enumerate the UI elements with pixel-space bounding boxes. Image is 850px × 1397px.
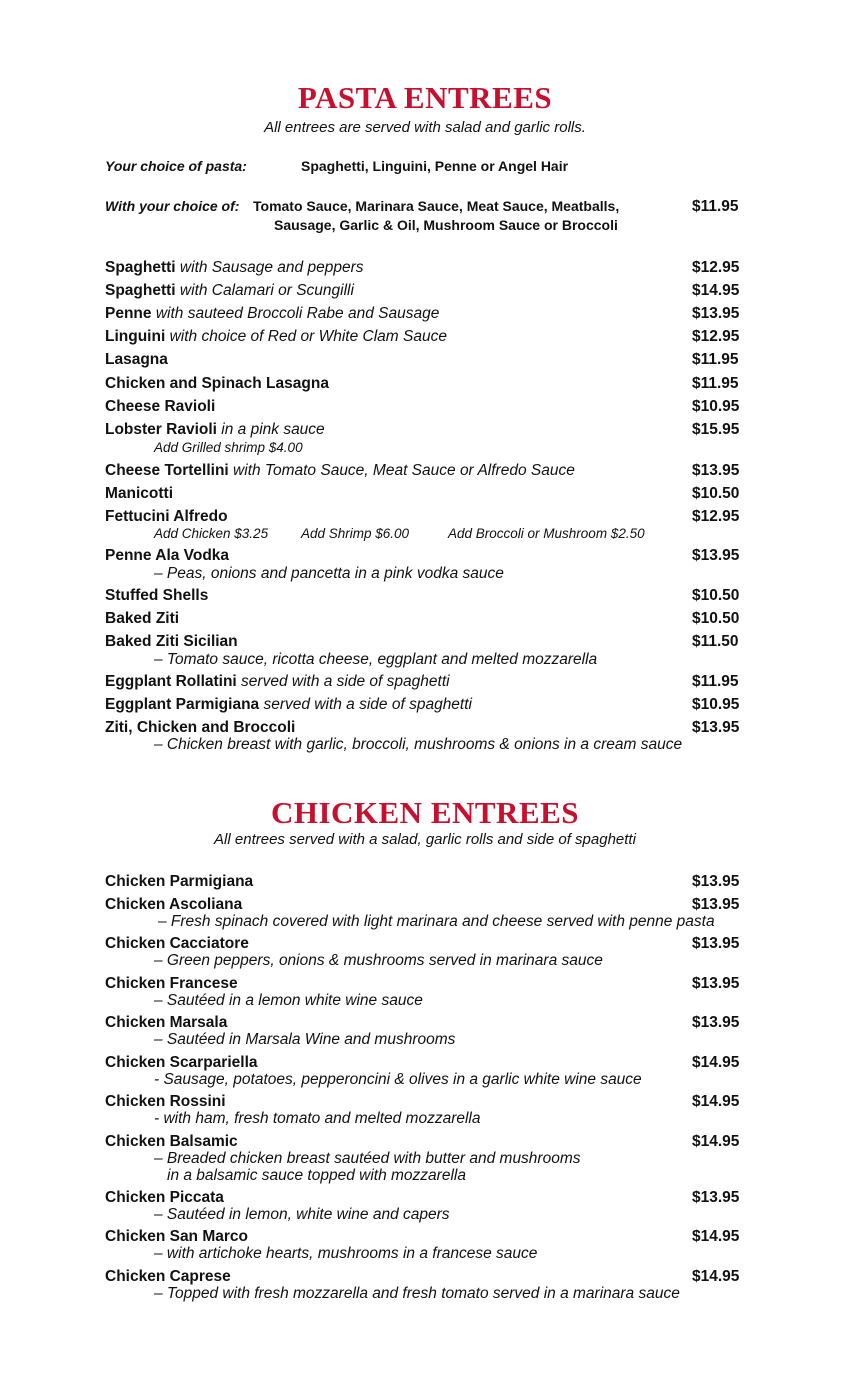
item-name: Chicken Marsala bbox=[105, 1014, 228, 1031]
menu-item bbox=[105, 375, 329, 393]
menu-item bbox=[105, 1093, 226, 1111]
menu-item bbox=[105, 305, 439, 323]
menu-item bbox=[105, 328, 447, 346]
item-price: $13.95 bbox=[692, 873, 740, 890]
item-name: Lobster Ravioli bbox=[105, 421, 217, 438]
menu-item bbox=[105, 1014, 227, 1032]
item-subtext: – Topped with fresh mozzarella and fresh tomato served in a marinara sauce bbox=[154, 1285, 680, 1302]
item-desc: served with a side of spaghetti bbox=[236, 673, 450, 690]
item-name: Spaghetti bbox=[105, 259, 176, 276]
sauce-choice-price: $11.95 bbox=[692, 198, 739, 215]
item-name: Chicken Parmigiana bbox=[105, 873, 254, 890]
menu-item bbox=[105, 1268, 231, 1286]
menu-item bbox=[105, 421, 325, 439]
item-name: Chicken Caprese bbox=[105, 1268, 231, 1285]
item-subtext: – Chicken breast with garlic, broccoli, mushrooms & onions in a cream sauce bbox=[154, 736, 683, 753]
item-name: Chicken Balsamic bbox=[105, 1133, 238, 1150]
menu-item bbox=[105, 1189, 224, 1207]
menu-item bbox=[105, 610, 179, 628]
chicken-subtitle: All entrees served with a salad, garlic rolls and side of spaghetti bbox=[214, 831, 636, 848]
item-price: $14.95 bbox=[692, 1133, 740, 1150]
item-price: $14.95 bbox=[692, 1228, 740, 1245]
menu-item bbox=[105, 508, 228, 526]
menu-item bbox=[105, 351, 168, 369]
pasta-choice-value: Spaghetti, Linguini, Penne or Angel Hair bbox=[301, 158, 569, 174]
menu-item bbox=[105, 633, 238, 651]
item-name: Chicken Cacciatore bbox=[105, 935, 249, 952]
sauce-choice-label: With your choice of: bbox=[105, 198, 240, 214]
item-name: Manicotti bbox=[105, 485, 174, 502]
menu-item bbox=[105, 696, 472, 714]
item-name: Chicken Scarpariella bbox=[105, 1054, 258, 1071]
menu-item bbox=[105, 587, 208, 605]
menu-item bbox=[105, 935, 249, 953]
item-subtext: – Tomato sauce, ricotta cheese, eggplant and melted mozzarella bbox=[154, 651, 598, 668]
menu-item bbox=[105, 1133, 238, 1151]
item-price: $12.95 bbox=[692, 259, 740, 276]
item-name: Baked Ziti Sicilian bbox=[105, 633, 238, 650]
item-price: $13.95 bbox=[692, 1014, 740, 1031]
item-addon-note: Add Grilled shrimp $4.00 bbox=[154, 440, 303, 455]
item-name: Chicken and Spinach Lasagna bbox=[105, 375, 329, 392]
item-desc: with Sausage and peppers bbox=[175, 259, 364, 276]
item-subtext: in a balsamic sauce topped with mozzarella bbox=[167, 1167, 466, 1184]
menu-item bbox=[105, 719, 295, 737]
item-desc: with Tomato Sauce, Meat Sauce or Alfredo Sauce bbox=[228, 462, 575, 479]
item-price: $10.50 bbox=[692, 610, 740, 627]
item-name: Stuffed Shells bbox=[105, 587, 209, 604]
item-name: Chicken Rossini bbox=[105, 1093, 226, 1110]
item-price: $12.95 bbox=[692, 508, 740, 525]
item-price: $10.50 bbox=[692, 587, 740, 604]
item-name: Eggplant Rollatini bbox=[105, 673, 237, 690]
item-price: $14.95 bbox=[692, 1093, 740, 1110]
item-name: Linguini bbox=[105, 328, 166, 345]
sauce-choice-line2: Sausage, Garlic & Oil, Mushroom Sauce or Broccoli bbox=[274, 217, 618, 233]
item-price: $13.95 bbox=[692, 719, 740, 736]
menu-item bbox=[105, 259, 363, 277]
item-desc: served with a side of spaghetti bbox=[259, 696, 472, 713]
item-price: $15.95 bbox=[692, 421, 740, 438]
item-subtext: - with ham, fresh tomato and melted mozzarella bbox=[154, 1110, 481, 1127]
item-desc: with sauteed Broccoli Rabe and Sausage bbox=[151, 305, 440, 322]
item-price: $10.50 bbox=[692, 485, 740, 502]
item-name: Chicken Ascoliana bbox=[105, 896, 243, 913]
item-subtext: – Fresh spinach covered with light marinara and cheese served with penne pasta bbox=[158, 913, 715, 930]
item-name: Eggplant Parmigiana bbox=[105, 696, 260, 713]
item-subtext: – Green peppers, onions & mushrooms served in marinara sauce bbox=[154, 952, 603, 969]
menu-item bbox=[105, 398, 215, 416]
pasta-choice-label: Your choice of pasta: bbox=[105, 158, 247, 174]
item-price: $13.95 bbox=[692, 975, 740, 992]
item-price: $13.95 bbox=[692, 935, 740, 952]
pasta-subtitle: All entrees are served with salad and garlic rolls. bbox=[264, 119, 586, 136]
item-price: $14.95 bbox=[692, 282, 740, 299]
menu-item bbox=[105, 673, 450, 691]
menu-item bbox=[105, 1228, 248, 1246]
item-desc: with choice of Red or White Clam Sauce bbox=[165, 328, 447, 345]
menu-item bbox=[105, 896, 242, 914]
item-name: Chicken San Marco bbox=[105, 1228, 248, 1245]
item-price: $14.95 bbox=[692, 1268, 740, 1285]
item-name: Chicken Francese bbox=[105, 975, 238, 992]
item-name: Fettucini Alfredo bbox=[105, 508, 228, 525]
sauce-choice-line1: Tomato Sauce, Marinara Sauce, Meat Sauce, Meatballs, bbox=[253, 198, 620, 214]
item-subtext: - Sausage, potatoes, pepperoncini & olives in a garlic white wine sauce bbox=[154, 1071, 642, 1088]
item-subtext: – Sautéed in a lemon white wine sauce bbox=[154, 992, 423, 1009]
menu-item bbox=[105, 485, 173, 503]
item-name: Chicken Piccata bbox=[105, 1189, 224, 1206]
item-name: Penne Ala Vodka bbox=[105, 547, 230, 564]
item-name: Baked Ziti bbox=[105, 610, 180, 627]
item-price: $10.95 bbox=[692, 398, 740, 415]
item-price: $13.95 bbox=[692, 305, 740, 322]
item-addon-note: Add Broccoli or Mushroom $2.50 bbox=[448, 526, 645, 541]
item-subtext: – Peas, onions and pancetta in a pink vodka sauce bbox=[154, 565, 504, 582]
item-price: $13.95 bbox=[692, 1189, 740, 1206]
item-price: $11.95 bbox=[692, 351, 739, 368]
menu-item bbox=[105, 1054, 258, 1072]
item-price: $13.95 bbox=[692, 462, 740, 479]
chicken-title: CHICKEN ENTREES bbox=[270, 795, 580, 830]
item-desc: in a pink sauce bbox=[216, 421, 325, 438]
item-name: Penne bbox=[105, 305, 152, 322]
item-name: Spaghetti bbox=[105, 282, 176, 299]
item-subtext: – Breaded chicken breast sautéed with butter and mushrooms bbox=[154, 1150, 581, 1167]
item-price: $11.95 bbox=[692, 375, 739, 392]
menu-item bbox=[105, 547, 229, 565]
item-addon-note: Add Chicken $3.25 bbox=[154, 526, 269, 541]
item-name: Cheese Ravioli bbox=[105, 398, 216, 415]
item-subtext: – Sautéed in Marsala Wine and mushrooms bbox=[154, 1031, 456, 1048]
item-name: Cheese Tortellini bbox=[105, 462, 229, 479]
menu-item bbox=[105, 975, 238, 993]
item-price: $13.95 bbox=[692, 547, 740, 564]
menu-item bbox=[105, 282, 354, 300]
item-subtext: – with artichoke hearts, mushrooms in a francese sauce bbox=[154, 1245, 538, 1262]
item-desc: with Calamari or Scungilli bbox=[175, 282, 354, 299]
pasta-title: PASTA ENTREES bbox=[297, 80, 553, 115]
item-price: $13.95 bbox=[692, 896, 740, 913]
item-price: $11.50 bbox=[692, 633, 739, 650]
item-name: Ziti, Chicken and Broccoli bbox=[105, 719, 296, 736]
item-price: $12.95 bbox=[692, 328, 740, 345]
item-name: Lasagna bbox=[105, 351, 168, 368]
menu-item bbox=[105, 873, 253, 891]
item-price: $10.95 bbox=[692, 696, 740, 713]
item-addon-note: Add Shrimp $6.00 bbox=[301, 526, 410, 541]
menu-item bbox=[105, 462, 575, 480]
item-price: $14.95 bbox=[692, 1054, 740, 1071]
item-price: $11.95 bbox=[692, 673, 739, 690]
item-subtext: – Sautéed in lemon, white wine and capers bbox=[154, 1206, 450, 1223]
